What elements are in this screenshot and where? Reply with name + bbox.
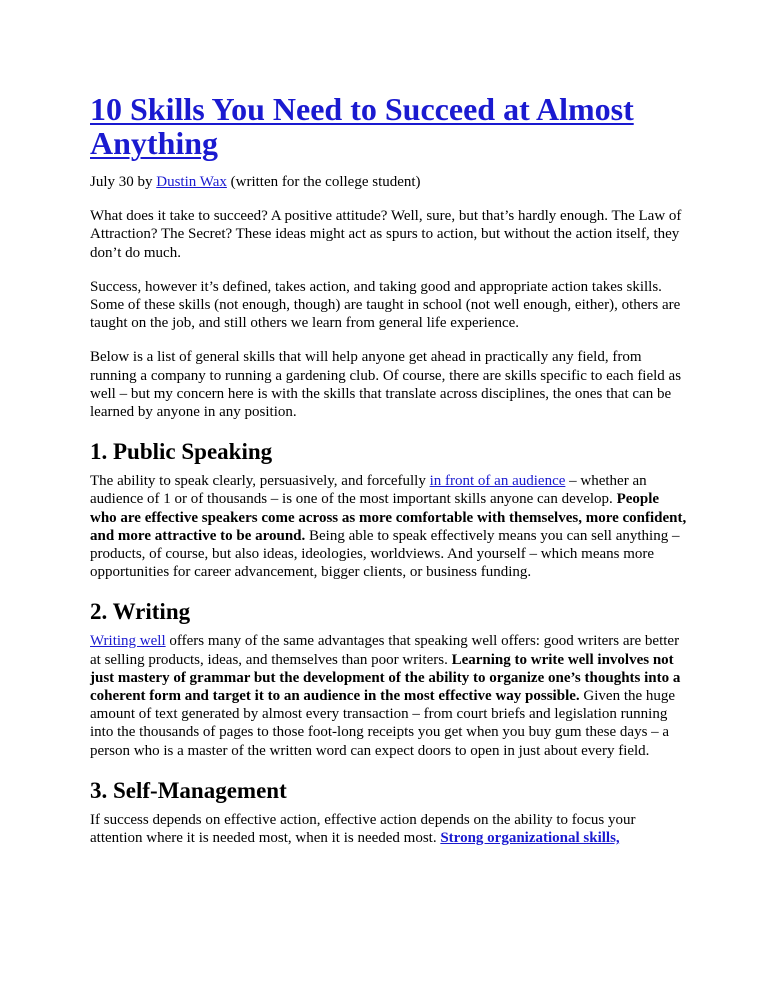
byline [90, 173, 688, 191]
body-text: offers many of the same advantages that speaking well offers: good writers are better at selling products, ideas, and themselves than poor writers. [90, 633, 680, 668]
writing-well-link[interactable]: Writing well [90, 633, 166, 650]
author-link[interactable]: Dustin Wax [156, 174, 227, 190]
byline-note: (written for the college student) [226, 174, 421, 190]
intro-paragraph-2: Success, however it’s defined, takes action, and taking good and appropriate action takes skills. Some of these skills (not enough, though) are taught in school (not well enough, either), others are taught on the job, and still others we learn from general life experience. [90, 278, 681, 332]
organizational-skills-link[interactable]: Strong organizational skills, [440, 830, 620, 847]
body-bold-text: Learning to write well involves not just mastery of grammar but the development of the ability to organize one’s thoughts into a coherent form and target it to an audience in the most effective way possible. [90, 651, 681, 705]
body-bold-text: People who are effective speakers come across as more comfortable with themselves, more confident, and more attractive to be around. [90, 491, 687, 544]
section-body-public-speaking [90, 472, 688, 581]
intro-paragraph-1: What does it take to succeed? A positive attitude? Well, sure, but that’s hardly enough. The Law of Attraction? The Secret? These ideas might act as spurs to action, but without the action itself, they don’t do much. [90, 208, 682, 261]
audience-link[interactable]: in front of an audience [429, 473, 566, 490]
intro-paragraph-3: Below is a list of general skills that will help anyone get ahead in practically any field, from running a company to running a gardening club. Of course, there are skills specific to each field as well – but my concern here is with the skills that translate across disciplines, the ones that can be learned by anyone in any position. [90, 349, 682, 421]
article-title[interactable]: 10 Skills You Need to Succeed at Almost Anything [90, 91, 634, 161]
section-body-writing [90, 632, 688, 759]
body-text: Being able to speak effectively means you can sell anything – products, of course, but also ideas, ideologies, worldviews. And yourself – which means more opportunities for career advancement, bigger clients, or business funding. [90, 527, 680, 581]
section-body-self-management [90, 811, 688, 847]
body-text: – whether an audience of 1 or of thousands – is one of the most important skills anyone can develop. [90, 473, 647, 508]
body-text: The ability to speak clearly, persuasively, and forcefully [90, 473, 430, 490]
section-heading-writing: 2. Writing [90, 599, 191, 625]
body-text: If success depends on effective action, effective action depends on the ability to focus your attention where it is needed most, when it is needed most. [90, 811, 636, 847]
body-text: Given the huge amount of text generated by almost every transaction – from court briefs and legislation running into the thousands of pages to those foot-long receipts you get when you buy gum these days – a person who is a master of the written word can expect doors to open in just about every field. [90, 688, 676, 759]
section-heading-self-management: 3. Self-Management [90, 777, 287, 803]
byline-date: July 30 by [90, 174, 157, 190]
section-heading-public-speaking: 1. Public Speaking [90, 439, 273, 465]
